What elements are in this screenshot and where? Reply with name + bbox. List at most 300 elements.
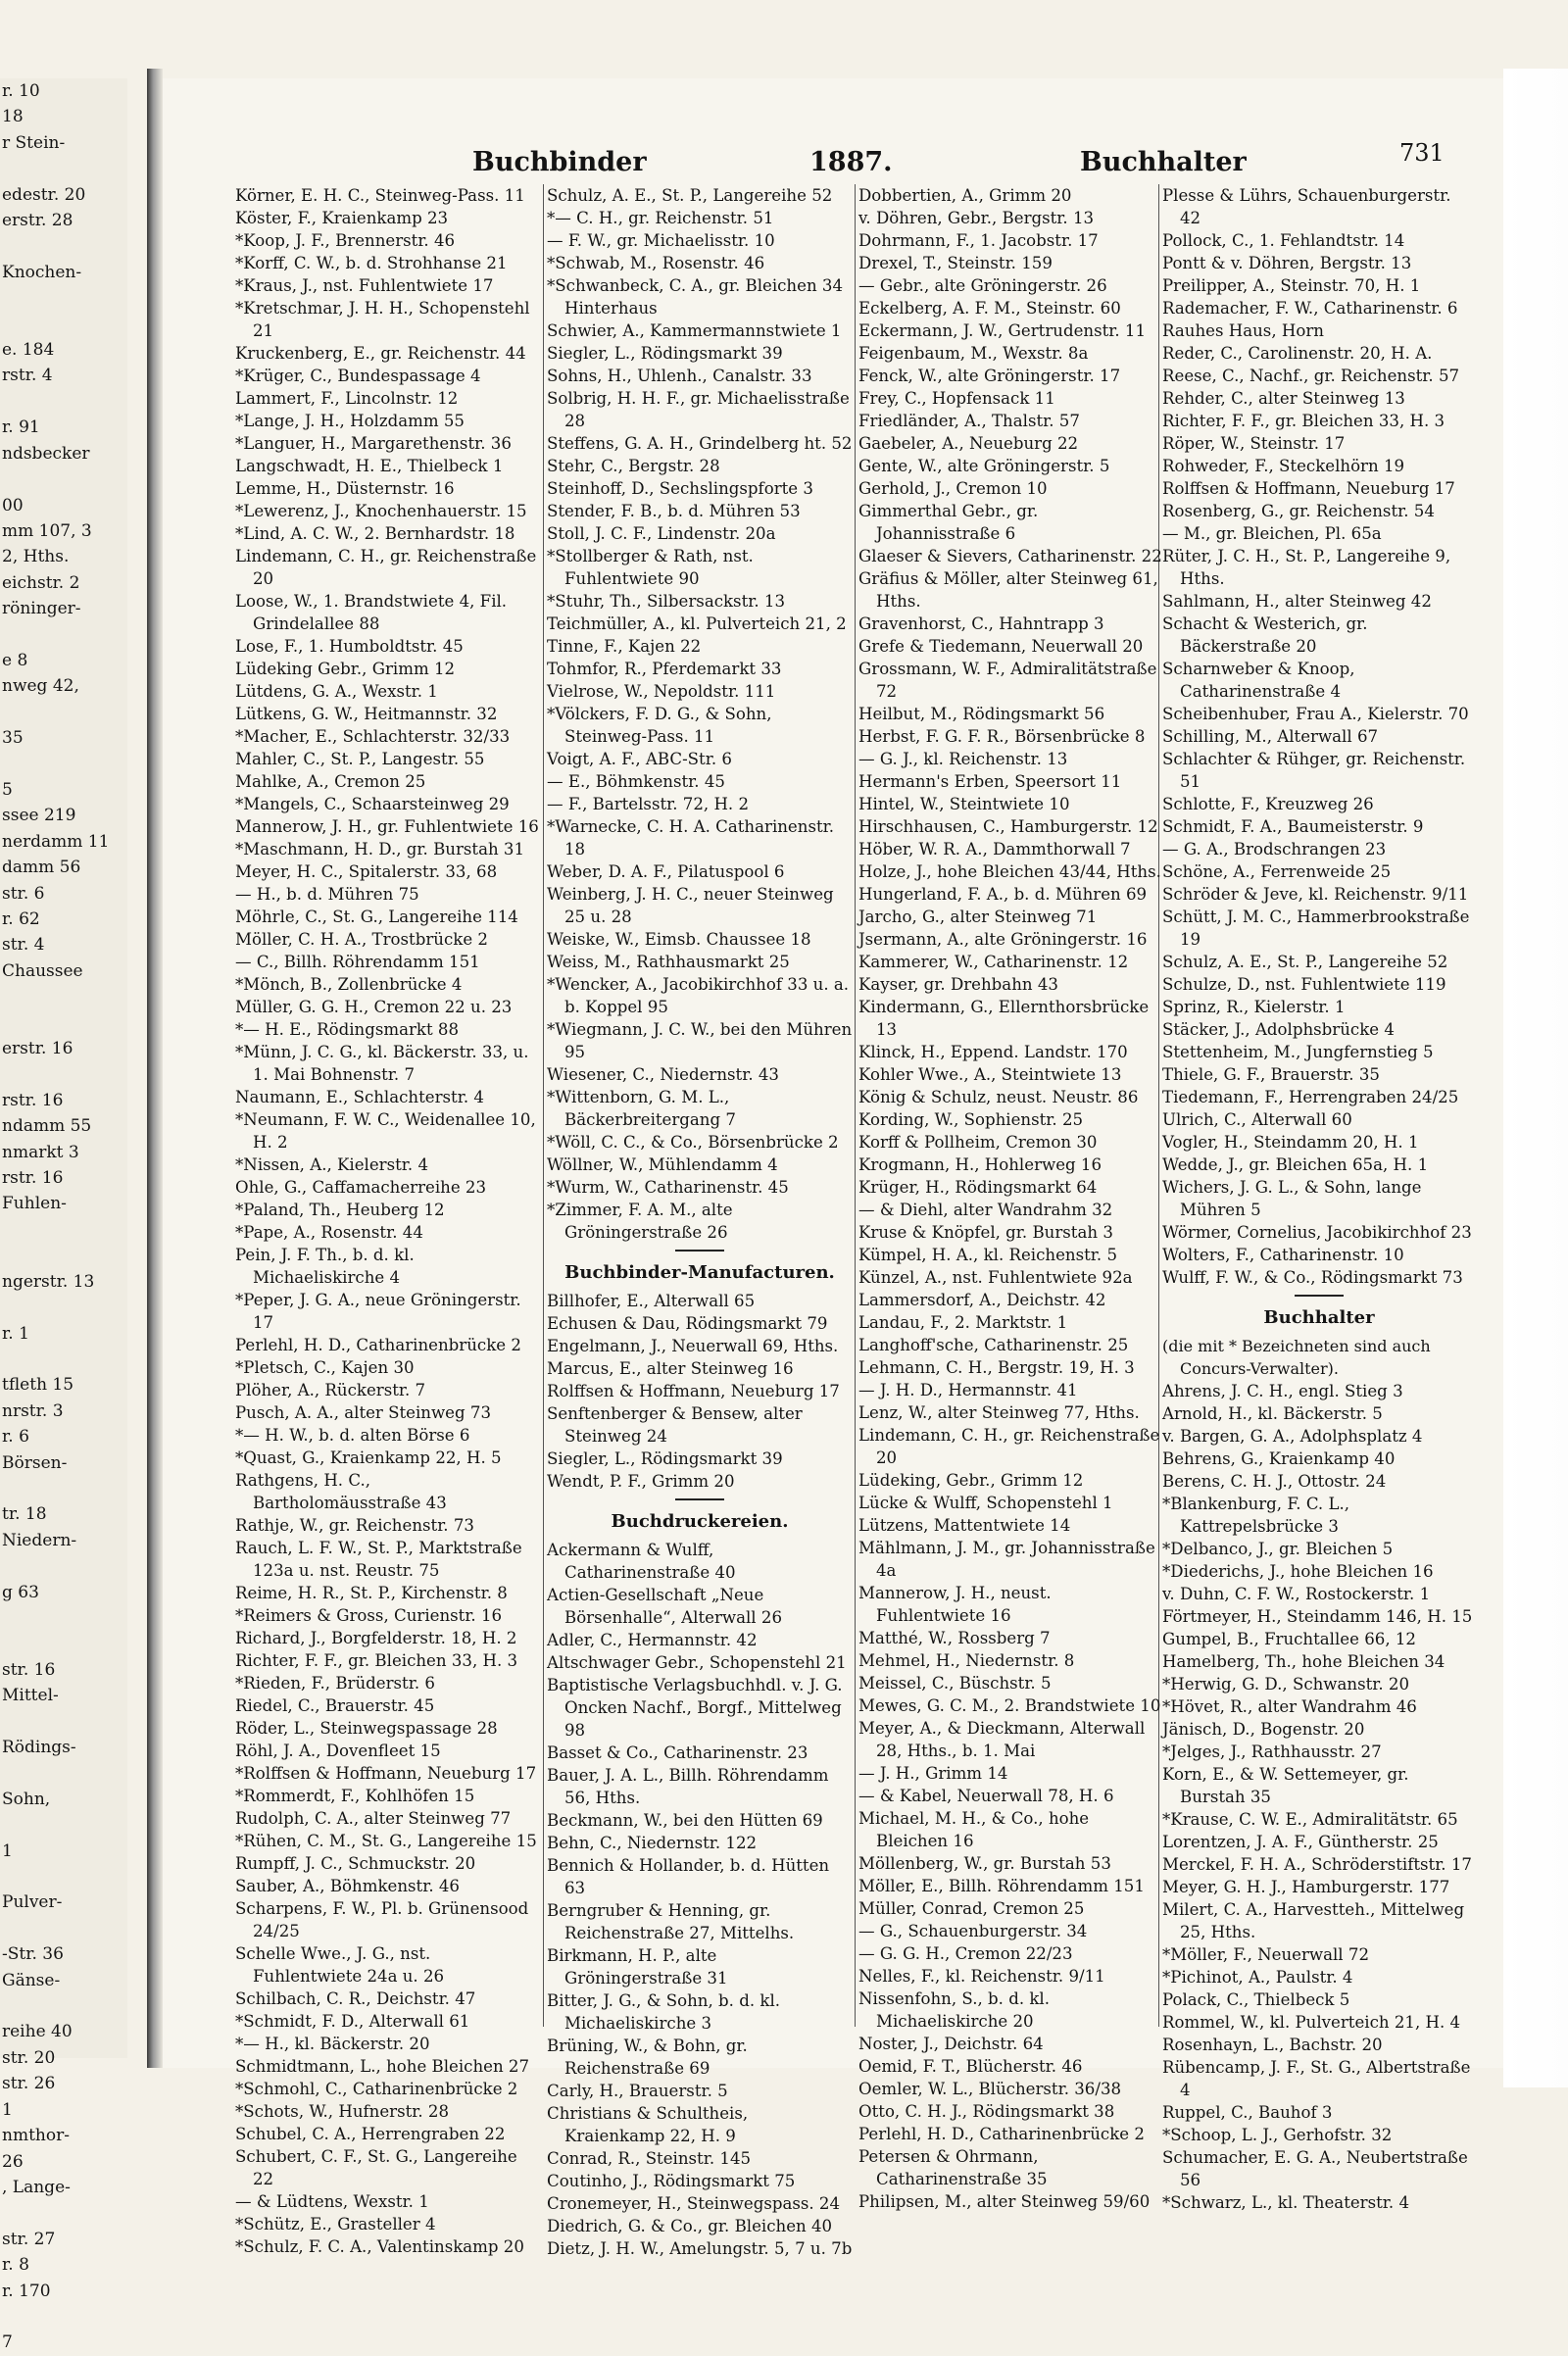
previous-page-text: 26	[2, 2151, 24, 2172]
directory-entry: *Mönch, B., Zollenbrücke 4	[235, 975, 463, 994]
previous-page-text: Fuhlen-	[2, 1194, 67, 1214]
directory-entry: Voigt, A. F., ABC-Str. 6	[547, 750, 732, 768]
directory-entry: Wendt, P. F., Grimm 20	[547, 1472, 735, 1491]
previous-page-text: rstr. 16	[2, 1168, 64, 1189]
directory-entry: *Krause, C. W. E., Admiralitätstr. 65	[1162, 1810, 1458, 1829]
directory-entry: Tinne, F., Kajen 22	[547, 637, 702, 656]
directory-entry: Hamelberg, Th., hohe Bleichen 34	[1162, 1652, 1446, 1671]
directory-entry: Schulze, D., nst. Fuhlentwiete 119	[1162, 975, 1446, 994]
directory-entry: Conrad, R., Steinstr. 145	[547, 2149, 752, 2168]
directory-entry: Tohmfor, R., Pferdemarkt 33	[547, 660, 782, 678]
directory-entry: Rüter, J. C. H., St. P., Langereihe 9, Hths.	[1162, 547, 1451, 588]
directory-entry: — J. H. D., Hermannstr. 41	[858, 1381, 1078, 1399]
directory-entry: Stoll, J. C. F., Lindenstr. 20a	[547, 524, 776, 543]
directory-entry: Ohle, G., Caffamacherreihe 23	[235, 1178, 487, 1197]
directory-entry: *— H. E., Rödingsmarkt 88	[235, 1020, 460, 1039]
directory-entry: *Warnecke, C. H. A. Catharinenstr. 18	[547, 817, 835, 859]
directory-entry: Lemme, H., Düsternstr. 16	[235, 479, 455, 498]
directory-entry: — & Kabel, Neuerwall 78, H. 6	[858, 1787, 1114, 1805]
directory-entry: Perlehl, H. D., Catharinenbrücke 2	[235, 1336, 521, 1354]
directory-entry: Pein, J. F. Th., b. d. kl. Michaeliskirche 4	[235, 1246, 415, 1287]
previous-page-text	[0, 1916, 127, 1941]
directory-entry: *Diederichs, J., hohe Bleichen 16	[1162, 1562, 1434, 1581]
directory-entry: Meyer, H. C., Spitalerstr. 33, 68	[235, 862, 498, 881]
directory-entry: Polack, C., Thielbeck 5	[1162, 1990, 1350, 2009]
directory-entry: Rosenhayn, L., Bachstr. 20	[1162, 2036, 1383, 2054]
directory-entry: Adler, C., Hermannstr. 42	[547, 1631, 758, 1649]
directory-entry: *Schmohl, C., Catharinenbrücke 2	[235, 2080, 518, 2098]
directory-entry: Hirschhausen, C., Hamburgerstr. 12	[858, 817, 1158, 836]
directory-entry: Riedel, C., Brauerstr. 45	[235, 1696, 435, 1715]
directory-entry: Lenz, W., alter Steinweg 77, Hths.	[858, 1403, 1140, 1422]
directory-entry: Senftenberger & Bensew, alter Steinweg 24	[547, 1404, 803, 1446]
previous-page-text: Chaussee	[2, 960, 83, 981]
directory-entry: Rademacher, F. W., Catharinenstr. 6	[1162, 299, 1458, 318]
directory-entry: Pollock, C., 1. Fehlandtstr. 14	[1162, 231, 1405, 250]
directory-entry: Vielrose, W., Nepoldstr. 111	[547, 682, 776, 701]
previous-page-text	[0, 1476, 127, 1501]
directory-entry: Rauhes Haus, Horn	[1162, 321, 1324, 340]
previous-page-text: Niedern-	[2, 1530, 77, 1550]
directory-entry: Lütdens, G. A., Wexstr. 1	[235, 682, 438, 701]
directory-entry: *Rieden, F., Brüderstr. 6	[235, 1674, 435, 1693]
directory-entry: *Münn, J. C. G., kl. Bäckerstr. 33, u. 1. Mai Bohnenstr. 7	[235, 1043, 529, 1084]
directory-entry: Möller, C. H. A., Trostbrücke 2	[235, 930, 488, 949]
directory-entry: Plesse & Lührs, Schauenburgerstr. 42	[1162, 186, 1451, 227]
previous-page-text	[0, 1061, 127, 1087]
directory-entry: Sohns, H., Uhlenh., Canalstr. 33	[547, 367, 812, 385]
section-rule	[675, 1498, 724, 1500]
directory-entry: Mahlke, A., Cremon 25	[235, 772, 426, 791]
previous-page-text: reihe 40	[2, 2022, 73, 2042]
directory-entry: Scharnweber & Knoop, Catharinenstraße 4	[1162, 660, 1355, 701]
directory-entry: *Rühen, C. M., St. G., Langereihe 15	[235, 1832, 537, 1850]
directory-entry: *Peper, J. G. A., neue Gröningerstr. 17	[235, 1291, 521, 1332]
directory-entry: Siegler, L., Rödingsmarkt 39	[547, 344, 783, 363]
directory-entry: — J. H., Grimm 14	[858, 1764, 1008, 1783]
directory-entry: Echusen & Dau, Rödingsmarkt 79	[547, 1314, 828, 1333]
directory-entry: *Maschmann, H. D., gr. Burstah 31	[235, 840, 525, 859]
directory-entry: Vogler, H., Steindamm 20, H. 1	[1162, 1133, 1419, 1152]
directory-entry: Gaebeler, A., Neueburg 22	[858, 434, 1079, 453]
section-rule	[1295, 1295, 1344, 1297]
directory-entry: Siegler, L., Rödingsmarkt 39	[547, 1449, 783, 1468]
directory-entry: Kruckenberg, E., gr. Reichenstr. 44	[235, 344, 526, 363]
previous-page-text: tr. 18	[2, 1504, 47, 1525]
previous-page-text: r. 91	[2, 417, 40, 438]
directory-entry: *Schmidt, F. D., Alterwall 61	[235, 2012, 470, 2031]
directory-entry: Korn, E., & W. Settemeyer, gr. Burstah 35	[1162, 1765, 1409, 1806]
directory-entry: Schröder & Jeve, kl. Reichenstr. 9/11	[1162, 885, 1469, 904]
directory-entry: *Neumann, F. W. C., Weidenallee 10, H. 2	[235, 1110, 536, 1152]
directory-entry: Nelles, F., kl. Reichenstr. 9/11	[858, 1967, 1105, 1986]
directory-entry: Rudolph, C. A., alter Steinweg 77	[235, 1809, 512, 1828]
manufacturen-list	[547, 1290, 853, 1493]
directory-entry: Grossmann, W. F., Admiralitätstraße 72	[858, 660, 1157, 701]
previous-page-text: e. 184	[2, 340, 55, 361]
directory-entry: Schilling, M., Alterwall 67	[1162, 727, 1379, 746]
directory-entry: *Hövet, R., alter Wandrahm 46	[1162, 1697, 1417, 1716]
previous-page-text: str. 27	[2, 2229, 56, 2249]
directory-entry: Schulz, A. E., St. P., Langereihe 52	[1162, 953, 1448, 971]
directory-entry: Schulz, A. E., St. P., Langereihe 52	[547, 186, 833, 205]
directory-entry: Müller, G. G. H., Cremon 22 u. 23	[235, 998, 513, 1016]
directory-entry: Oemid, F. T., Blücherstr. 46	[858, 2057, 1083, 2076]
directory-entry: Gimmerthal Gebr., gr. Johannisstraße 6	[858, 502, 1039, 543]
directory-entry: Merckel, F. H. A., Schröderstiftstr. 17	[1162, 1855, 1472, 1874]
directory-entry: Gerhold, J., Cremon 10	[858, 479, 1048, 498]
directory-entry: Lammert, F., Lincolnstr. 12	[235, 389, 459, 408]
previous-page-text	[0, 1243, 127, 1268]
directory-entry: *Wencker, A., Jacobikirchhof 33 u. a. b. Koppel 95	[547, 975, 850, 1016]
previous-page-text	[0, 1347, 127, 1372]
directory-entry: *Herwig, G. D., Schwanstr. 20	[1162, 1675, 1410, 1693]
column-2-entries	[547, 184, 853, 1244]
book-gutter	[147, 69, 163, 2068]
previous-page-text: Rödings-	[2, 1738, 76, 1757]
directory-entry: Petersen & Ohrmann, Catharinenstraße 35	[858, 2147, 1048, 2188]
directory-entry: *Wiegmann, J. C. W., bei den Mühren 95	[547, 1020, 853, 1061]
directory-entry: Arnold, H., kl. Bäckerstr. 5	[1162, 1404, 1383, 1423]
previous-page-text: ndsbecker	[2, 443, 90, 464]
directory-entry: Altschwager Gebr., Schopenstehl 21	[547, 1653, 847, 1672]
directory-entry: Kümpel, H. A., kl. Reichenstr. 5	[858, 1246, 1118, 1264]
directory-entry: Rübencamp, J. F., St. G., Albertstraße 4	[1162, 2058, 1471, 2099]
directory-entry: Stehr, C., Bergstr. 28	[547, 457, 720, 475]
directory-entry: Marcus, E., alter Steinweg 16	[547, 1359, 794, 1378]
directory-entry: König & Schulz, neust. Neustr. 86	[858, 1088, 1139, 1106]
previous-page-text: nweg 42,	[2, 676, 79, 697]
directory-entry: Schelle Wwe., J. G., nst. Fuhlentwiete 24a u. 26	[235, 1944, 445, 1986]
directory-entry: Schumacher, E. G. A., Neubertstraße 56	[1162, 2148, 1468, 2189]
directory-entry: Lammersdorf, A., Deichstr. 42	[858, 1291, 1106, 1309]
directory-entry: *Stollberger & Rath, nst. Fuhlentwiete 90	[547, 547, 754, 588]
directory-entry: Lose, F., 1. Humboldtstr. 45	[235, 637, 464, 656]
previous-page-text: Knochen-	[2, 262, 82, 282]
directory-entry: Körner, E. H. C., Steinweg-Pass. 11	[235, 186, 525, 205]
directory-entry: *Pape, A., Rosenstr. 44	[235, 1223, 423, 1242]
directory-entry: Wiesener, C., Niedernstr. 43	[547, 1065, 779, 1084]
directory-entry: Meyer, A., & Dieckmann, Alterwall 28, Hths., b. 1. Mai	[858, 1719, 1146, 1760]
directory-entry: Beckmann, W., bei den Hütten 69	[547, 1811, 823, 1830]
directory-entry: Höber, W. R. A., Dammthorwall 7	[858, 840, 1131, 859]
directory-entry: Mählmann, J. M., gr. Johannisstraße 4a	[858, 1539, 1155, 1580]
directory-entry: *— H. W., b. d. alten Börse 6	[235, 1426, 470, 1445]
directory-entry: *Pletsch, C., Kajen 30	[235, 1358, 415, 1377]
directory-entry: *Schütz, E., Grasteller 4	[235, 2215, 436, 2233]
directory-entry: Herbst, F. G. F. R., Börsenbrücke 8	[858, 727, 1146, 746]
buchdruckereien-list	[547, 1539, 853, 2260]
directory-entry: Pusch, A. A., alter Steinweg 73	[235, 1403, 492, 1422]
previous-page-text	[0, 2304, 127, 2330]
directory-entry: Drexel, T., Steinstr. 159	[858, 254, 1053, 272]
directory-entry: Kording, W., Sophienstr. 25	[858, 1110, 1084, 1129]
directory-entry: Schütt, J. M. C., Hammerbrookstraße 19	[1162, 908, 1470, 949]
directory-entry: Oemler, W. L., Blücherstr. 36/38	[858, 2080, 1122, 2098]
header-right-keyword: Buchhalter	[1080, 147, 1247, 177]
directory-entry: Thiele, G. F., Brauerstr. 35	[1162, 1065, 1380, 1084]
directory-entry: Richter, F. F., gr. Bleichen 33, H. 3	[235, 1651, 518, 1670]
directory-entry: *Schwarz, L., kl. Theaterstr. 4	[1162, 2193, 1410, 2212]
directory-entry: Landau, F., 2. Marktstr. 1	[858, 1313, 1068, 1332]
directory-entry: Kindermann, G., Ellernthorsbrücke 13	[858, 998, 1150, 1039]
directory-entry: Diedrich, G. & Co., gr. Bleichen 40	[547, 2217, 833, 2235]
directory-entry: Reder, C., Carolinenstr. 20, H. A.	[1162, 344, 1433, 363]
previous-page-text: str. 20	[2, 2047, 56, 2068]
directory-entry: *Schoop, L. J., Gerhofstr. 32	[1162, 2126, 1393, 2144]
directory-entry: Tiedemann, F., Herrengraben 24/25	[1162, 1088, 1459, 1106]
directory-entry: Pontt & v. Döhren, Bergstr. 13	[1162, 254, 1412, 272]
directory-entry: Rehder, C., alter Steinweg 13	[1162, 389, 1405, 408]
directory-entry: Coutinho, J., Rödingsmarkt 75	[547, 2172, 796, 2190]
previous-page-text: erstr. 28	[2, 211, 74, 231]
directory-entry: *Schwanbeck, C. A., gr. Bleichen 34 Hinterhaus	[547, 276, 844, 318]
directory-entry: Wolters, F., Catharinenstr. 10	[1162, 1246, 1404, 1264]
directory-entry: Eckermann, J. W., Gertrudenstr. 11	[858, 321, 1147, 340]
previous-page-text: Gänse-	[2, 1970, 61, 1990]
directory-entry: Milert, C. A., Harvestteh., Mittelweg 25, Hths.	[1162, 1900, 1465, 1941]
previous-page-text: r. 1	[2, 1323, 29, 1344]
directory-entry: *Reimers & Gross, Curienstr. 16	[235, 1606, 503, 1625]
previous-page-text: e 8	[2, 650, 28, 670]
previous-page-text: Mittel-	[2, 1686, 59, 1706]
directory-entry: Scharpens, F. W., Pl. b. Grünensood 24/25	[235, 1899, 529, 1940]
directory-entry: — G. A., Brodschrangen 23	[1162, 840, 1387, 859]
column-3	[858, 184, 1164, 2211]
directory-entry: Schacht & Westerich, gr. Bäckerstraße 20	[1162, 614, 1368, 656]
directory-entry: Berens, C. H. J., Ottostr. 24	[1162, 1472, 1387, 1491]
directory-entry: Schwier, A., Kammermannstwiete 1	[547, 321, 842, 340]
previous-page-text: mm 107, 3	[2, 520, 92, 541]
directory-entry: *Macher, E., Schlachterstr. 32/33	[235, 727, 511, 746]
directory-entry: Kruse & Knöpfel, gr. Burstah 3	[858, 1223, 1113, 1242]
directory-entry: *Kretschmar, J. H. H., Schopenstehl 21	[235, 299, 530, 340]
directory-entry: Dohrmann, F., 1. Jacobstr. 17	[858, 231, 1099, 250]
previous-page-text	[0, 1812, 127, 1838]
previous-page-text	[0, 2200, 127, 2226]
directory-entry: Scheibenhuber, Frau A., Kielerstr. 70	[1162, 705, 1469, 723]
directory-entry: Rommel, W., kl. Pulverteich 21, H. 4	[1162, 2013, 1461, 2032]
directory-entry: Rumpff, J. C., Schmuckstr. 20	[235, 1854, 476, 1873]
directory-entry: Förtmeyer, H., Steindamm 146, H. 15	[1162, 1607, 1473, 1626]
directory-entry: *Schwab, M., Rosenstr. 46	[547, 254, 765, 272]
directory-entry: *Stuhr, Th., Silbersackstr. 13	[547, 592, 786, 611]
previous-page-text: ssee 219	[2, 806, 76, 826]
directory-entry: *Krüger, C., Bundespassage 4	[235, 367, 481, 385]
previous-page-text	[0, 1631, 127, 1656]
directory-entry: Heilbut, M., Rödingsmarkt 56	[858, 705, 1105, 723]
directory-entry: — G., Schauenburgerstr. 34	[858, 1922, 1088, 1940]
previous-page-text: damm 56	[2, 858, 81, 878]
previous-page-text	[0, 622, 127, 648]
directory-entry: — & Lüdtens, Wexstr. 1	[235, 2192, 429, 2211]
directory-entry: Schilbach, C. R., Deichstr. 47	[235, 1989, 476, 2008]
directory-entry: *Nissen, A., Kielerstr. 4	[235, 1155, 429, 1174]
directory-entry: Bennich & Hollander, b. d. Hütten 63	[547, 1856, 830, 1897]
directory-entry: Gräfius & Möller, alter Steinweg 61, Hths.	[858, 569, 1158, 611]
previous-page-text	[0, 1993, 127, 2019]
previous-page-text: r. 10	[2, 81, 40, 101]
previous-page-text: str. 26	[2, 2074, 56, 2094]
previous-page-text: ndamm 55	[2, 1116, 92, 1137]
directory-entry: — H., b. d. Mühren 75	[235, 885, 419, 904]
header-year: 1887.	[809, 147, 893, 177]
directory-entry: v. Duhn, C. F. W., Rostockerstr. 1	[1162, 1585, 1431, 1603]
directory-entry: Weber, D. A. F., Pilatuspool 6	[547, 862, 785, 881]
directory-entry: Schlotte, F., Kreuzweg 26	[1162, 795, 1374, 813]
directory-entry: Röhl, J. A., Dovenfleet 15	[235, 1742, 441, 1760]
directory-entry: Stender, F. B., b. d. Mühren 53	[547, 502, 801, 520]
previous-page-text: röninger-	[2, 599, 81, 619]
column-rule	[543, 184, 544, 2027]
directory-entry: Philipsen, M., alter Steinweg 59/60	[858, 2192, 1151, 2211]
directory-entry: Actien-Gesellschaft „Neue Börsenhalle“, Alterwall 26	[547, 1586, 782, 1627]
previous-page-text	[0, 700, 127, 725]
directory-entry: Mannerow, J. H., neust. Fuhlentwiete 16	[858, 1584, 1052, 1625]
directory-entry: — F., Bartelsstr. 72, H. 2	[547, 795, 750, 813]
directory-entry: *Quast, G., Kraienkamp 22, H. 5	[235, 1448, 502, 1467]
previous-page-text: 00	[2, 495, 24, 515]
directory-entry: Otto, C. H. J., Rödingsmarkt 38	[858, 2102, 1115, 2121]
directory-entry: Schöne, A., Ferrenweide 25	[1162, 862, 1392, 881]
directory-entry: Ruppel, C., Bauhof 3	[1162, 2103, 1333, 2122]
directory-entry: — G. J., kl. Reichenstr. 13	[858, 750, 1068, 768]
previous-page-text	[0, 466, 127, 492]
directory-entry: *Zimmer, F. A. M., alte Gröningerstraße 26	[547, 1201, 733, 1242]
directory-entry: Noster, J., Deichstr. 64	[858, 2035, 1044, 2053]
previous-page-text: nerdamm 11	[2, 831, 110, 852]
directory-entry: *Mangels, C., Schaarsteinweg 29	[235, 795, 510, 813]
previous-page-text: nrstr. 3	[2, 1400, 64, 1421]
directory-entry: — M., gr. Bleichen, Pl. 65a	[1162, 524, 1382, 543]
directory-entry: — G. G. H., Cremon 22/23	[858, 1944, 1073, 1963]
directory-entry: Baptistische Verlagsbuchhdl. v. J. G. Oncken Nachf., Borgf., Mittelweg 98	[547, 1676, 843, 1740]
directory-entry: Steinhoff, D., Sechslingspforte 3	[547, 479, 813, 498]
directory-entry: Plöher, A., Rückerstr. 7	[235, 1381, 426, 1399]
directory-entry: Feigenbaum, M., Wexstr. 8a	[858, 344, 1089, 363]
directory-entry: Röder, L., Steinwegspassage 28	[235, 1719, 498, 1738]
previous-page-text	[0, 1553, 127, 1579]
directory-entry: Meissel, C., Büschstr. 5	[858, 1674, 1052, 1693]
directory-entry: Hungerland, F. A., b. d. Mühren 69	[858, 885, 1148, 904]
previous-page-text: rstr. 16	[2, 1090, 64, 1110]
directory-entry: Behrens, G., Kraienkamp 40	[1162, 1449, 1396, 1468]
previous-page-text	[0, 233, 127, 259]
column-2	[547, 184, 853, 2258]
directory-entry: *— H., kl. Bäckerstr. 20	[235, 2035, 430, 2053]
directory-entry: Grefe & Tiedemann, Neuerwall 20	[858, 637, 1144, 656]
previous-page-text: eichstr. 2	[2, 572, 80, 593]
previous-page-text	[0, 312, 127, 337]
directory-entry: Wörmer, Cornelius, Jacobikirchhof 23	[1162, 1223, 1472, 1242]
directory-entry: Mannerow, J. H., gr. Fuhlentwiete 16	[235, 817, 539, 836]
previous-page-text: -Str. 36	[2, 1944, 64, 1965]
directory-entry: Kohler Wwe., A., Steintwiete 13	[858, 1065, 1122, 1084]
directory-entry: *Schulz, F. C. A., Valentinskamp 20	[235, 2237, 524, 2256]
directory-entry: Frey, C., Hopfensack 11	[858, 389, 1055, 408]
directory-entry: Wulff, F. W., & Co., Rödingsmarkt 73	[1162, 1268, 1463, 1287]
previous-page-text	[0, 984, 127, 1009]
directory-entry: Weiss, M., Rathhausmarkt 25	[547, 953, 790, 971]
directory-entry: Wedde, J., gr. Bleichen 65a, H. 1	[1162, 1155, 1429, 1174]
directory-entry: — Gebr., alte Gröningerstr. 26	[858, 276, 1107, 295]
directory-entry: *Schots, W., Hufnerstr. 28	[235, 2102, 450, 2121]
directory-entry: Reese, C., Nachf., gr. Reichenstr. 57	[1162, 367, 1460, 385]
directory-entry: Michael, M. H., & Co., hohe Bleichen 16	[858, 1809, 1090, 1850]
directory-entry: Fenck, W., alte Gröningerstr. 17	[858, 367, 1121, 385]
previous-page-text	[0, 285, 127, 311]
directory-entry: v. Bargen, G. A., Adolphsplatz 4	[1162, 1427, 1423, 1446]
directory-entry: Kammerer, W., Catharinenstr. 12	[858, 953, 1129, 971]
directory-entry: Ackermann & Wulff, Catharinenstraße 40	[547, 1541, 736, 1582]
directory-entry: Rathgens, H. C., Bartholomäusstraße 43	[235, 1471, 447, 1512]
previous-page-text: , Lange-	[2, 2177, 71, 2197]
directory-entry: Basset & Co., Catharinenstr. 23	[547, 1743, 808, 1762]
directory-entry: Lützens, Mattentwiete 14	[858, 1516, 1071, 1535]
directory-entry: Langschwadt, H. E., Thielbeck 1	[235, 457, 504, 475]
directory-entry: Rosenberg, G., gr. Reichenstr. 54	[1162, 502, 1435, 520]
directory-entry: Korff & Pollheim, Cremon 30	[858, 1133, 1098, 1152]
previous-page-text	[0, 1864, 127, 1890]
directory-entry: Berngruber & Henning, gr. Reichenstraße 27, Mittelhs.	[547, 1901, 795, 1942]
directory-entry: v. Döhren, Gebr., Bergstr. 13	[858, 209, 1095, 227]
directory-entry: Ahrens, J. C. H., engl. Stieg 3	[1162, 1382, 1403, 1400]
directory-entry: *Pichinot, A., Paulstr. 4	[1162, 1968, 1353, 1987]
directory-entry: *Jelges, J., Rathhausstr. 27	[1162, 1742, 1382, 1761]
directory-entry: Jarcho, G., alter Steinweg 71	[858, 908, 1098, 926]
directory-entry: Wichers, J. G. L., & Sohn, lange Mühren 5	[1162, 1178, 1422, 1219]
directory-entry: — C., Billh. Röhrendamm 151	[235, 953, 480, 971]
directory-entry: *Korff, C. W., b. d. Strohhanse 21	[235, 254, 508, 272]
directory-entry: Friedländer, A., Thalstr. 57	[858, 412, 1080, 430]
directory-entry: Matthé, W., Rossberg 7	[858, 1629, 1051, 1647]
directory-entry: — & Diehl, alter Wandrahm 32	[858, 1201, 1113, 1219]
directory-entry: Holze, J., hohe Bleichen 43/44, Hths.	[858, 862, 1161, 881]
previous-page-text: Pulver-	[2, 1892, 63, 1913]
directory-entry: Lütkens, G. W., Heitmannstr. 32	[235, 705, 498, 723]
previous-page-text: rstr. 4	[2, 366, 53, 386]
previous-page-text: ngerstr. 13	[2, 1271, 95, 1292]
previous-page-text: edestr. 20	[2, 184, 86, 205]
directory-entry: Preilipper, A., Steinstr. 70, H. 1	[1162, 276, 1421, 295]
previous-page-text: nmthor-	[2, 2126, 70, 2146]
directory-entry: *Rommerdt, F., Kohlhöfen 15	[235, 1787, 475, 1805]
previous-page-text: 1	[2, 1841, 13, 1861]
previous-page-text: 5	[2, 779, 13, 800]
column-rule	[855, 184, 856, 2027]
directory-entry: Richard, J., Borgfelderstr. 18, H. 2	[235, 1629, 517, 1647]
directory-entry: Brüning, W., & Bohn, gr. Reichenstraße 69	[547, 2037, 748, 2078]
directory-entry: Mewes, G. C. M., 2. Brandstwiete 10	[858, 1696, 1161, 1715]
directory-entry: Lindemann, C. H., gr. Reichenstraße 20	[858, 1426, 1160, 1467]
directory-entry: Dietz, J. H. W., Amelungstr. 5, 7 u. 7b	[547, 2239, 853, 2258]
directory-entry: Christians & Schultheis, Kraienkamp 22, H. 9	[547, 2104, 749, 2145]
directory-entry: Sauber, A., Böhmkenstr. 46	[235, 1877, 460, 1895]
directory-entry: Bitter, J. G., & Sohn, b. d. kl. Michaeliskirche 3	[547, 1991, 781, 2033]
directory-entry: Eckelberg, A. F. M., Steinstr. 60	[858, 299, 1121, 318]
previous-page-text: 2, Hths.	[2, 547, 70, 567]
page-header	[163, 139, 1503, 186]
previous-page-text: str. 16	[2, 1659, 56, 1680]
previous-page-fragment	[0, 78, 127, 2353]
previous-page-text	[0, 1295, 127, 1320]
previous-page-text	[0, 1760, 127, 1786]
directory-entry: Schmidt, F. A., Baumeisterstr. 9	[1162, 817, 1424, 836]
directory-entry: Künzel, A., nst. Fuhlentwiete 92a	[858, 1268, 1133, 1287]
previous-page-text: r. 6	[2, 1427, 29, 1448]
directory-entry: *Paland, Th., Heuberg 12	[235, 1201, 445, 1219]
directory-entry: Rolffsen & Hoffmann, Neueburg 17	[547, 1382, 840, 1400]
